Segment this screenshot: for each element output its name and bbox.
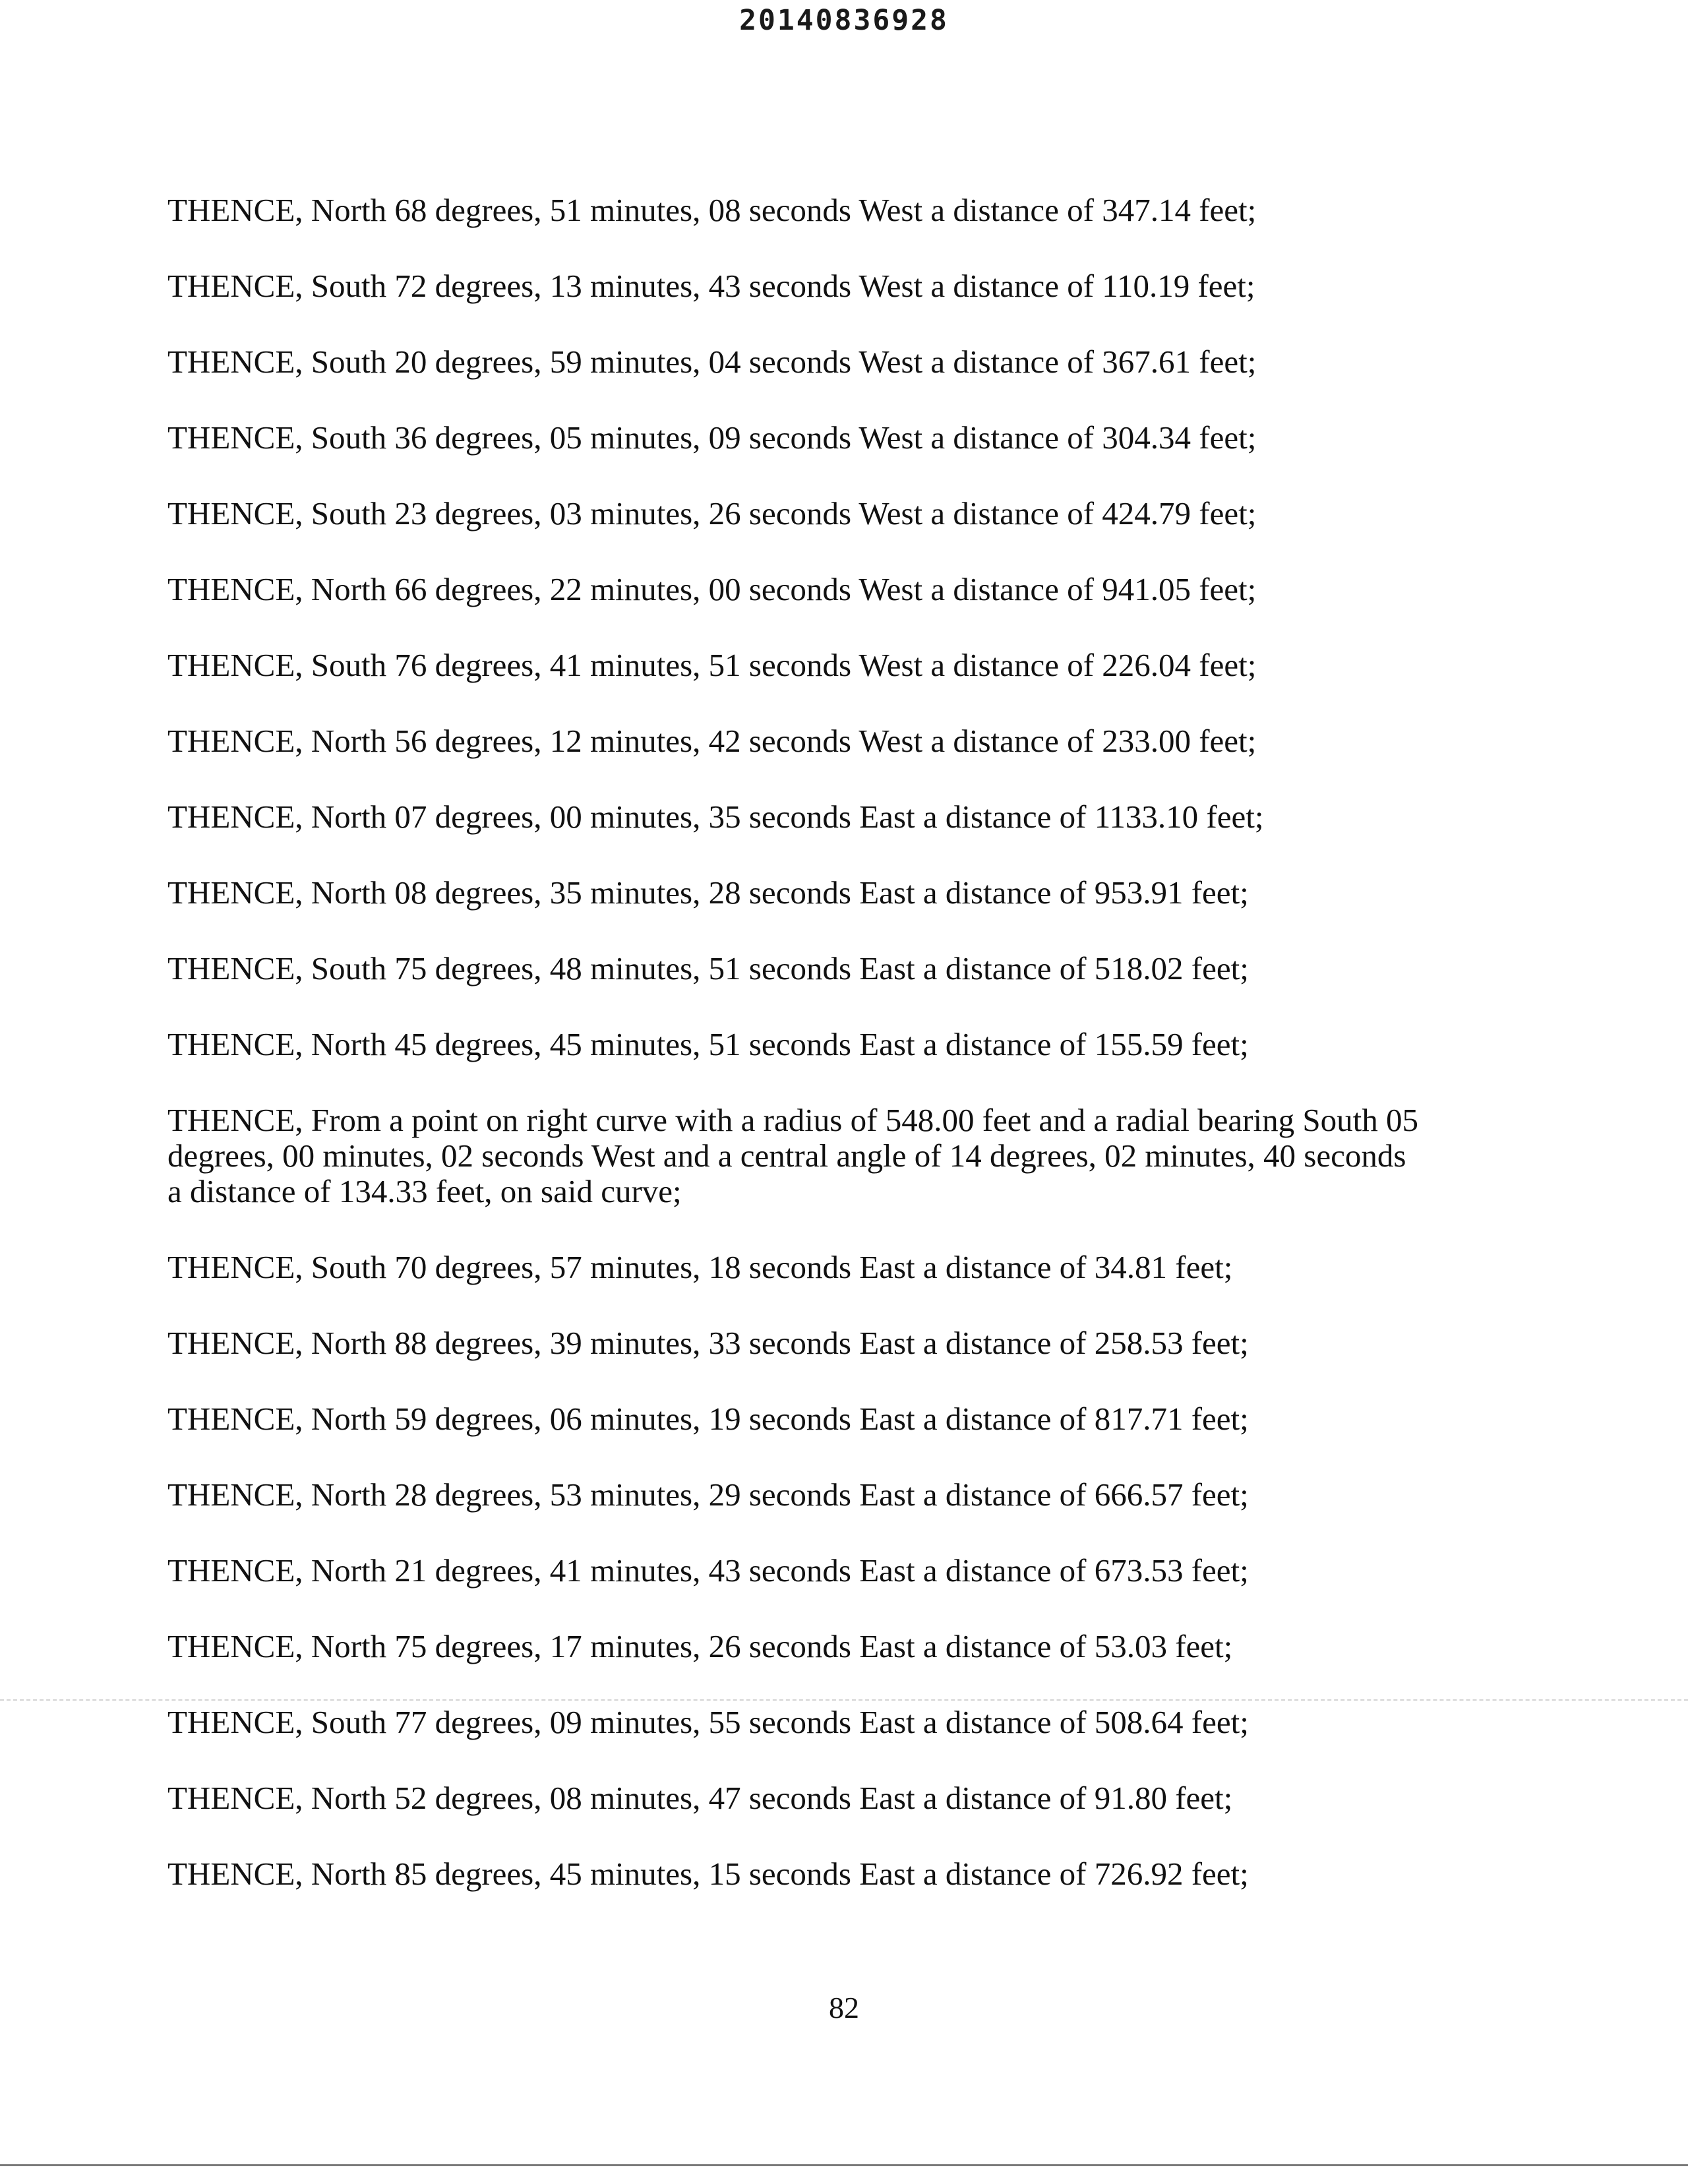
metes-and-bounds-list: [167, 193, 1486, 1932]
call-5: THENCE, South 23 degrees, 03 minutes, 26 seconds West a distance of 424.79 feet;: [167, 495, 1257, 531]
call-6: THENCE, North 66 degrees, 22 minutes, 00 seconds West a distance of 941.05 feet;: [167, 571, 1257, 607]
call-8: THENCE, North 56 degrees, 12 minutes, 42 seconds West a distance of 233.00 feet;: [167, 723, 1257, 759]
call-20: THENCE, South 77 degrees, 09 minutes, 55 seconds East a distance of 508.64 feet;: [167, 1704, 1249, 1740]
call-13-curve: THENCE, From a point on right curve with a radius of 548.00 feet and a radial bearing South 05 degrees, 00 minutes, 02 seconds West and a central angle of 14 degrees, 02 minutes, 40 seconds a distance of 134.33 feet, on said curve;: [167, 1102, 1418, 1209]
call-11: THENCE, South 75 degrees, 48 minutes, 51 seconds East a distance of 518.02 feet;: [167, 950, 1249, 986]
call-21: THENCE, North 52 degrees, 08 minutes, 47 seconds East a distance of 91.80 feet;: [167, 1780, 1233, 1816]
call-12: THENCE, North 45 degrees, 45 minutes, 51 seconds East a distance of 155.59 feet;: [167, 1026, 1249, 1062]
call-18: THENCE, North 21 degrees, 41 minutes, 43 seconds East a distance of 673.53 feet;: [167, 1552, 1249, 1589]
call-16: THENCE, North 59 degrees, 06 minutes, 19 seconds East a distance of 817.71 feet;: [167, 1401, 1249, 1437]
call-7: THENCE, South 76 degrees, 41 minutes, 51 seconds West a distance of 226.04 feet;: [167, 647, 1257, 683]
call-22: THENCE, North 85 degrees, 45 minutes, 15 seconds East a distance of 726.92 feet;: [167, 1856, 1249, 1892]
call-3: THENCE, South 20 degrees, 59 minutes, 04 seconds West a distance of 367.61 feet;: [167, 344, 1257, 380]
call-4: THENCE, South 36 degrees, 05 minutes, 09 seconds West a distance of 304.34 feet;: [167, 419, 1257, 456]
scan-artifact-line: [0, 1699, 1688, 1702]
call-1: THENCE, North 68 degrees, 51 minutes, 08 seconds West a distance of 347.14 feet;: [167, 192, 1257, 228]
page-number: 82: [829, 1991, 859, 2024]
page-bottom-edge: [0, 2164, 1688, 2166]
call-2: THENCE, South 72 degrees, 13 minutes, 43 seconds West a distance of 110.19 feet;: [167, 268, 1255, 304]
call-9: THENCE, North 07 degrees, 00 minutes, 35 seconds East a distance of 1133.10 feet;: [167, 799, 1264, 835]
document-number: 20140836928: [739, 4, 949, 37]
call-10: THENCE, North 08 degrees, 35 minutes, 28 seconds East a distance of 953.91 feet;: [167, 874, 1249, 911]
call-15: THENCE, North 88 degrees, 39 minutes, 33 seconds East a distance of 258.53 feet;: [167, 1325, 1249, 1361]
call-14: THENCE, South 70 degrees, 57 minutes, 18 seconds East a distance of 34.81 feet;: [167, 1249, 1233, 1285]
call-19: THENCE, North 75 degrees, 17 minutes, 26 seconds East a distance of 53.03 feet;: [167, 1628, 1233, 1664]
call-17: THENCE, North 28 degrees, 53 minutes, 29 seconds East a distance of 666.57 feet;: [167, 1476, 1249, 1513]
